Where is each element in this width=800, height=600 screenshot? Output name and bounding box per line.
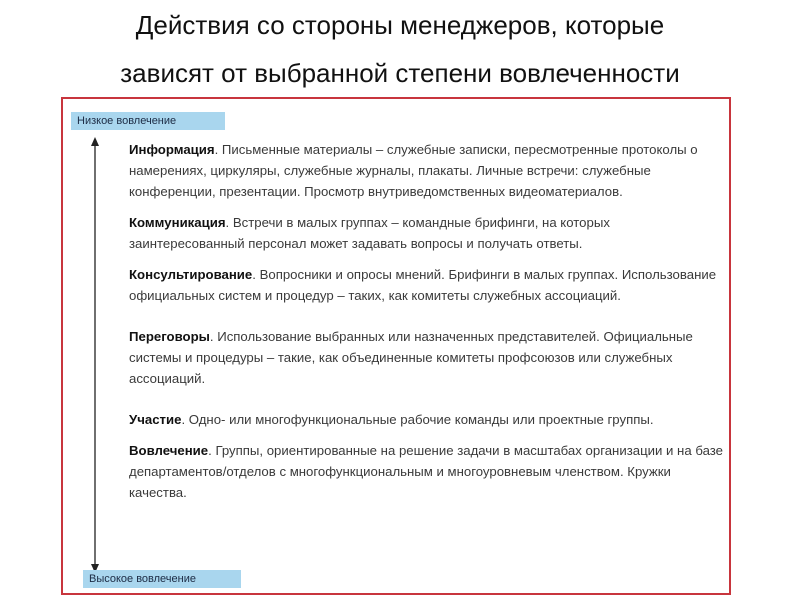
involvement-levels [129, 139, 723, 503]
level-description: . Письменные материалы – служебные записки, пересмотренные протоколы о намерениях, циркуляры, служебные журналы, плакаты. Личные встречи: служебные конференции, презентации. Просмотр внутриведомственных видеоматериалов. [129, 142, 698, 199]
level-involvement [129, 440, 723, 503]
slide-title-line-2: зависят от выбранной степени вовлеченности [120, 58, 680, 88]
level-term: Информация [129, 142, 215, 157]
level-term: Коммуникация [129, 215, 226, 230]
involvement-diagram [61, 97, 731, 595]
level-participation [129, 409, 723, 430]
low-involvement-label: Низкое вовлечение [71, 112, 225, 130]
high-involvement-label: Высокое вовлечение [83, 570, 241, 588]
involvement-scale-arrow [90, 137, 100, 573]
level-description: . Вопросники и опросы мнений. Брифинги в малых группах. Использование официальных систем и процедур – таких, как комитеты служебных ассоциаций. [129, 267, 717, 303]
level-term: Вовлечение [129, 443, 209, 458]
level-description: . Встречи в малых группах – командные брифинги, на которых заинтересованный персонал может задавать вопросы и получать ответы. [129, 215, 610, 251]
slide-title-line-1: Действия со стороны менеджеров, которые [135, 10, 665, 40]
level-description: . Использование выбранных или назначенных представителей. Официальные системы и процедуры – такие, как объединенные комитеты профсоюзов или служебных ассоциаций. [129, 329, 693, 386]
level-consultation [129, 264, 723, 306]
level-term: Участие [129, 412, 182, 427]
level-communication [129, 212, 723, 254]
level-description: . Группы, ориентированные на решение задачи в масштабах организации и на базе департаментов/отделов с многофункциональным и многоуровневым членством. Кружки качества. [129, 443, 724, 500]
level-term: Консультирование [129, 267, 253, 282]
level-information [129, 139, 723, 202]
level-term: Переговоры [129, 329, 210, 344]
level-description: . Одно- или многофункциональные рабочие команды или проектные группы. [181, 412, 654, 427]
level-negotiation [129, 326, 723, 389]
